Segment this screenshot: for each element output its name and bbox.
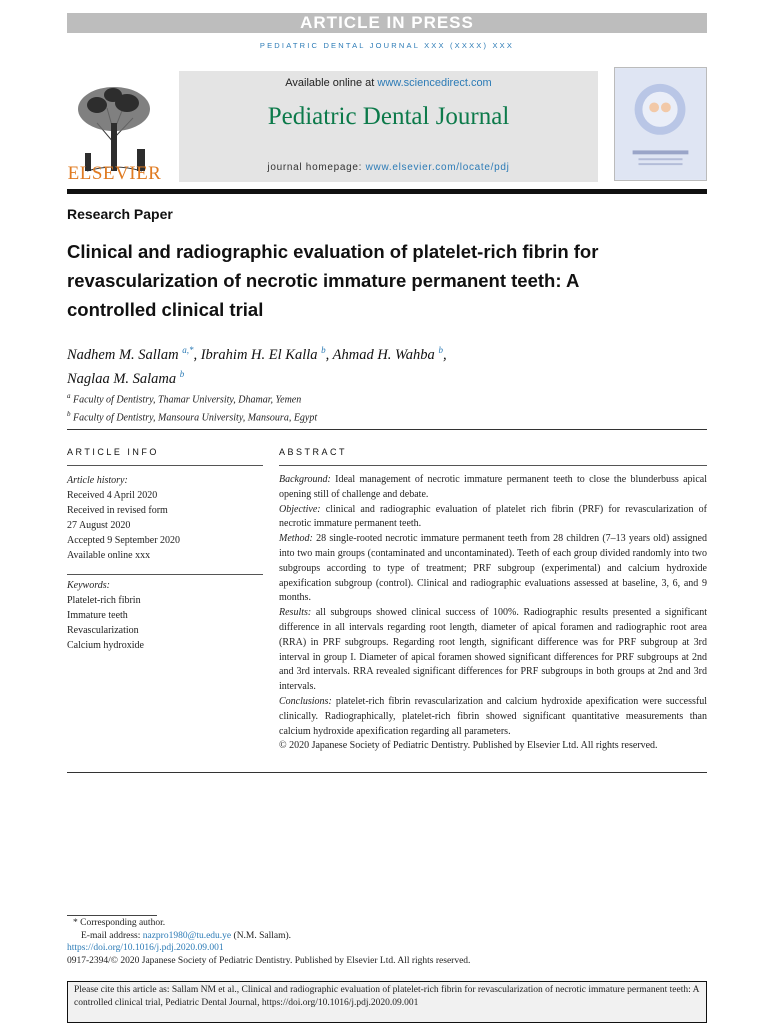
abstract-end-rule [67,772,707,773]
journal-homepage [179,162,598,173]
section-rule [67,429,707,430]
author-name: Ahmad H. Wahba [332,346,435,363]
author-name: Naglaa M. Salama [67,370,177,387]
keyword-item: Revascularization [67,625,139,636]
history-label: Article history: [67,475,128,486]
header-rule [67,189,707,194]
article-title: Clinical and radiographic evaluation of platelet-rich fibrin for revascularization of necrotic immature permanent teeth: A controlled clinical trial [67,241,599,320]
keyword-item: Calcium hydroxide [67,640,144,651]
affiliation-item [67,389,317,407]
abstract-text: Ideal management of necrotic immature permanent teeth to close the blunderbuss apical opening still of challenge and debate. [279,474,707,500]
author-affiliation-mark[interactable]: b [179,368,185,379]
elsevier-wordmark: ELSEVIER [67,163,162,184]
author-name: Ibrahim H. El Kalla [200,346,318,363]
history-item: Received 4 April 2020 [67,490,158,501]
author-affiliation-mark[interactable]: b [321,345,326,355]
email-suffix: (N.M. Sallam). [231,930,292,941]
author-separator: , [193,346,201,363]
affiliation-text: Faculty of Dentistry, Mansoura University, Mansoura, Egypt [73,412,318,424]
corresponding-author-note: * Corresponding author. [73,918,166,928]
affiliation-mark: a [67,392,71,400]
affiliation-item [67,407,317,425]
affiliations [67,389,317,426]
abstract-body [279,473,707,754]
abstract-text: clinical and radiographic evaluation of platelet rich fibrin (PRF) for revascularization of necrotic immature permanent teeth. [279,503,707,530]
author-list [67,341,687,389]
abstract-text: platelet-rich fibrin revascularization and calcium hydroxide apexification were successful clinically. Radiographically, platelet-rich fibrin showed significant quantitative measurements than calcium hydroxide apexification regarding all parameters. [279,695,707,737]
abstract-text: 28 single-rooted necrotic immature permanent teeth from 28 children (7–13 years old) assigned into two main groups (contaminated and uncontaminated). Teeth of each group divided randomly into two subgroups according to type of treatment; PRF subgroup (experimental) and calcium hydroxide apexification subgroup (control). Clinical and radiographic evaluations assessed at baseline, 3, 6, and 9 months. [279,533,707,604]
homepage-link[interactable]: www.elsevier.com/locate/pdj [365,162,510,173]
article-type: Research Paper [67,206,173,222]
abstract-label: Conclusions: [279,695,332,707]
keywords-rule [67,574,263,575]
abstract-label: Objective: [279,503,321,515]
abstract-rule [279,465,707,466]
author-separator: , [442,346,447,363]
affiliation-mark: b [67,410,71,419]
journal-title: Pediatric Dental Journal [267,103,510,130]
keywords [67,578,144,653]
sciencedirect-link[interactable]: www.sciencedirect.com [377,77,492,89]
abstract-paragraph [279,695,707,739]
article-history [67,473,180,563]
author-affiliation-mark[interactable]: a,* [182,345,194,355]
journal-cover-image [614,67,707,181]
running-head: PEDIATRIC DENTAL JOURNAL XXX (XXXX) XXX [259,41,515,50]
footnotes [67,917,707,967]
author-name: Nadhem M. Sallam [67,346,179,363]
abstract-label: Results: [279,607,312,619]
homepage-label: journal homepage: [267,162,366,173]
history-item: 27 August 2020 [67,520,131,531]
email-label: E-mail address: [81,930,143,941]
issn-line: 0917-2394/© 2020 Japanese Society of Pediatric Dentistry. Published by Elsevier Ltd. All rights reserved. [67,955,471,966]
affiliation-text: Faculty of Dentistry, Thamar University, Dhamar, Yemen [73,394,302,406]
abstract-copyright: © 2020 Japanese Society of Pediatric Dentistry. Published by Elsevier Ltd. All rights reserved. [279,740,658,752]
keywords-label: Keywords: [67,580,110,591]
abstract-heading: ABSTRACT [279,447,348,457]
email-note [67,930,707,943]
abstract-paragraph [279,606,707,695]
author-separator: , [325,346,333,363]
author-affiliation-mark[interactable]: b [438,345,443,355]
article-info-rule [67,465,263,466]
keyword-item: Immature teeth [67,610,128,621]
email-link[interactable]: nazpro1980@tu.edu.ye [142,930,232,941]
abstract-label: Method: [279,533,313,545]
history-item: Available online xxx [67,550,151,561]
abstract-text: all subgroups showed clinical success of 100%. Radiographic results presented a significant difference in all intervals regarding root length, diameter of apical foramen and radiographic root area (RRA) in PRF subgroups. Regarding root length, significant difference was for PRF subgroup at 3rd interval in group I. Diameter of apical foramen showed significant differences for PRF subgroups at 2nd and 3rd intervals. RRA revealed significant differences for PRF subgroups in both groups at 2nd and 3rd intervals. [279,607,707,693]
footnote-rule [67,915,157,916]
keyword-item: Platelet-rich fibrin [67,595,141,606]
available-online [179,77,598,89]
doi-link[interactable]: https://doi.org/10.1016/j.pdj.2020.09.001 [67,943,224,954]
abstract-label: Background: [279,474,331,485]
available-text: Available online at [285,77,378,89]
citation-text: Please cite this article as: Sallam NM et al., Clinical and radiographic evaluation of platelet-rich fibrin for revascularization of necrotic immature permanent teeth: A controlled clinical trial, Pediatric Dental Journal, https://doi.org/10.1016/j.pdj.2020.09.001 [74,985,699,1008]
abstract-paragraph [279,532,707,606]
citation-box [67,981,707,1023]
article-info-heading: ARTICLE INFO [67,447,159,457]
article-in-press-banner: ARTICLE IN PRESS [67,13,707,33]
abstract-paragraph [279,503,707,533]
history-item: Accepted 9 September 2020 [67,535,181,546]
history-item: Received in revised form [67,505,168,516]
abstract-paragraph [279,473,707,503]
